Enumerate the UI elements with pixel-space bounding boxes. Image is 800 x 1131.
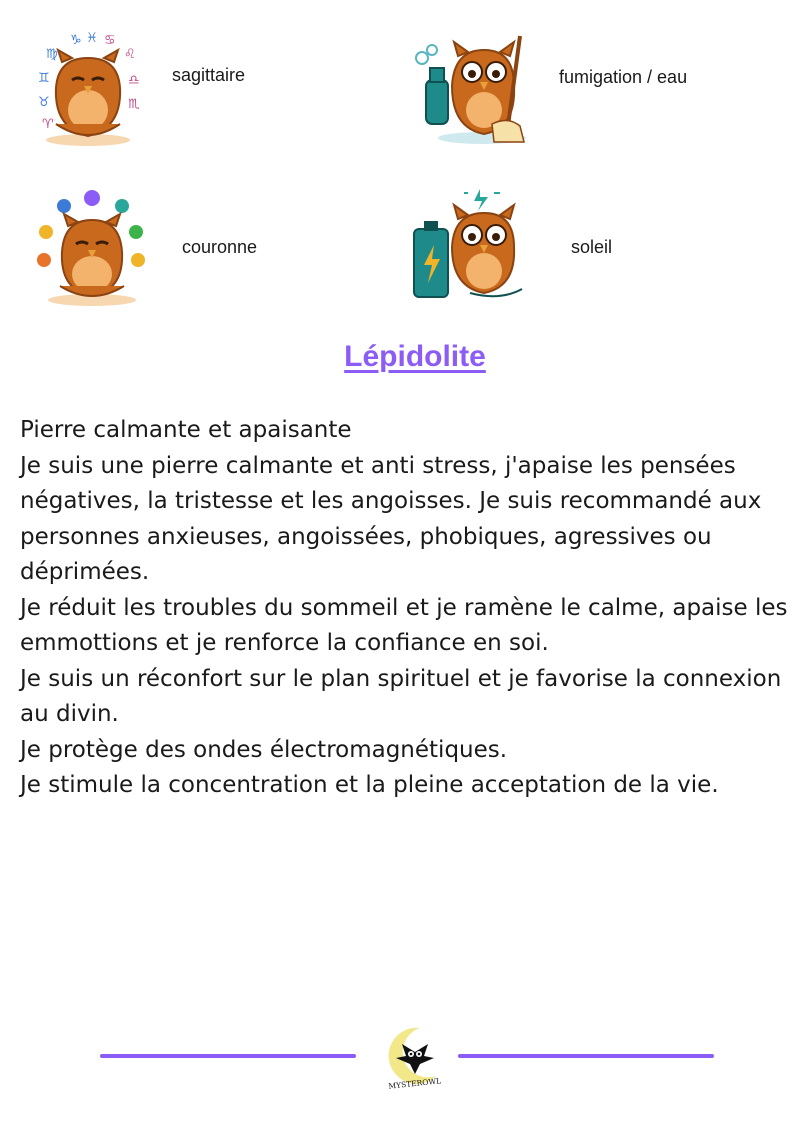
cleaning-label: fumigation / eau bbox=[559, 67, 688, 87]
chakra-owl-icon bbox=[30, 188, 150, 308]
page-title: Lépidolite bbox=[344, 340, 486, 373]
svg-text:♎: ♎ bbox=[128, 73, 140, 88]
svg-text:♌: ♌ bbox=[124, 47, 136, 62]
description-text bbox=[20, 413, 790, 804]
paragraph: Pierre calmante et apaisante bbox=[20, 417, 352, 443]
svg-text:♓: ♓ bbox=[86, 31, 98, 46]
cleaning-owl-icon bbox=[412, 28, 532, 148]
paragraph: Je suis une pierre calmante et anti stress, j'apaise les pensées négatives, la tristesse et les angoisses. Je suis recommandé aux personnes anxieuses, angoissées, phobiques, agressives ou déprimées. bbox=[20, 452, 762, 585]
paragraph: Je réduit les troubles du sommeil et je ramène le calme, apaise les emmottions et je renforce la confiance en soi. bbox=[20, 594, 788, 656]
svg-text:♏: ♏ bbox=[128, 97, 140, 112]
zodiac-owl-icon bbox=[28, 28, 148, 148]
paragraph: Je stimule la concentration et la pleine acceptation de la vie. bbox=[20, 772, 719, 798]
svg-text:♍: ♍ bbox=[46, 47, 58, 62]
paragraph: Je protège des ondes électromagnétiques. bbox=[20, 736, 508, 763]
battery-owl-icon bbox=[410, 185, 530, 305]
svg-text:♈: ♈ bbox=[42, 117, 54, 132]
svg-text:♑: ♑ bbox=[70, 33, 82, 48]
battery-label: soleil bbox=[571, 237, 613, 257]
svg-text:♋: ♋ bbox=[104, 33, 116, 48]
paragraph: Je suis un réconfort sur le plan spirituel et je favorise la connexion au divin. bbox=[20, 665, 782, 727]
owl-logo-icon bbox=[380, 1022, 450, 1092]
chakra-label: couronne bbox=[182, 237, 258, 257]
footer-divider-left bbox=[100, 1054, 356, 1058]
zodiac-label: sagittaire bbox=[172, 65, 246, 85]
svg-text:♊: ♊ bbox=[38, 71, 50, 86]
svg-text:♉: ♉ bbox=[38, 95, 50, 110]
svg-text:MYSTEROWL: MYSTEROWL bbox=[388, 1076, 442, 1091]
footer-divider-right bbox=[458, 1054, 714, 1058]
